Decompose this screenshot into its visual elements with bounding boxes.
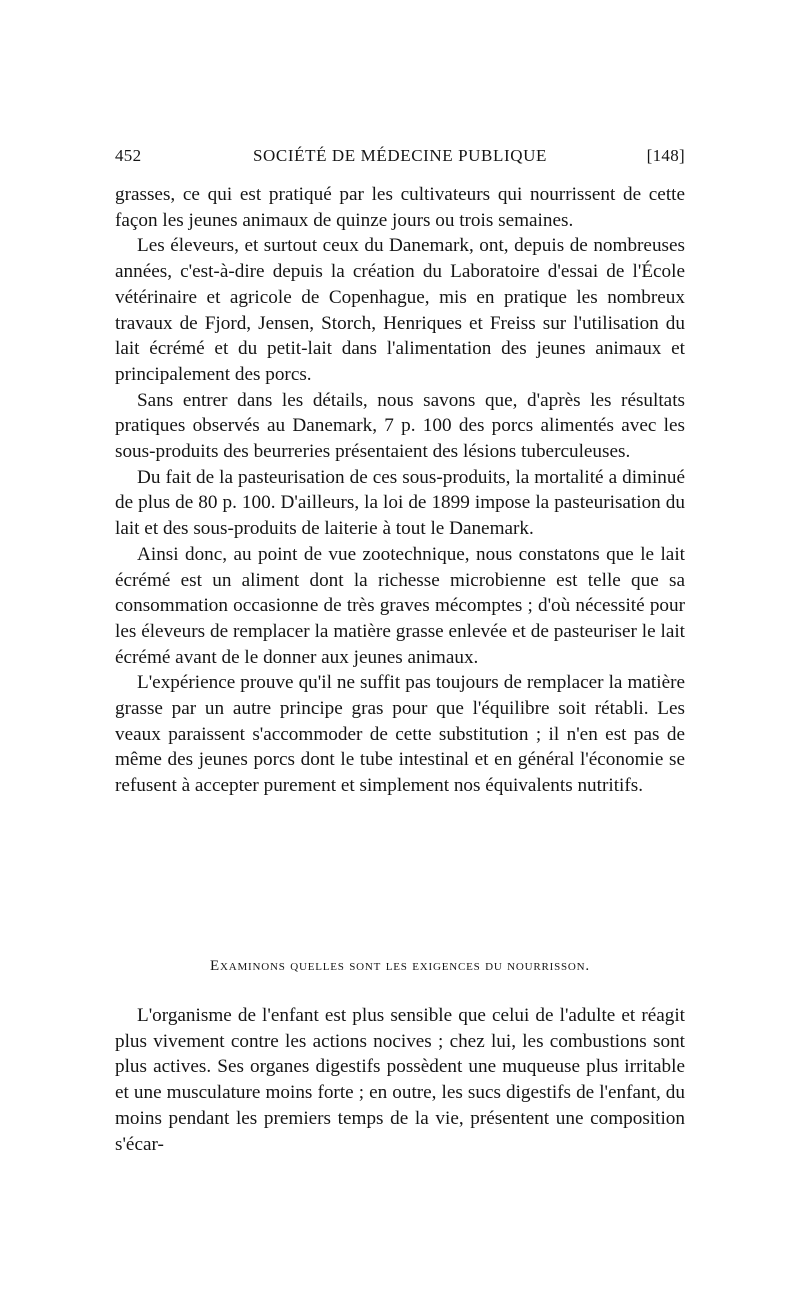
paragraph-continuation: grasses, ce qui est pratiqué par les cultivateurs qui nourrissent de cette façon les jeunes animaux de quinze jours ou trois semaines. <box>115 184 685 231</box>
book-page <box>115 0 685 1304</box>
paragraph-tuberculous-lesions: Sans entrer dans les détails, nous savons que, d'après les résultats pratiques observés au Danemark, 7 p. 100 des porcs alimentés avec les sous-produits des beurreries présentaient des lésions tuberculeuses. <box>115 389 685 463</box>
paragraph-experience: L'expérience prouve qu'il ne suffit pas toujours de remplacer la matière grasse par un autre principe gras pour que l'équilibre soit rétabli. Les veaux paraissent s'accommoder de cette substitution ; il n'en est pas de même des jeunes porcs dont le tube intestinal et en général l'économie se refusent à accepter purement et simplement nos équivalents nutritifs. <box>115 672 685 797</box>
main-text <box>115 182 685 799</box>
running-title: SOCIÉTÉ DE MÉDECINE PUBLIQUE <box>253 146 547 165</box>
page-number: 452 <box>115 146 142 165</box>
running-head <box>115 146 685 170</box>
main-text-continued <box>115 1003 685 1157</box>
section-heading: Examinons quelles sont les exigences du nourrisson. <box>210 958 590 974</box>
paragraph-zootechnical: Ainsi donc, au point de vue zootechnique, nous constatons que le lait écrémé est un aliment dont la richesse microbienne est telle que sa consommation occasionne de très graves mécomptes ; d'où nécessité pour les éleveurs de remplacer la matière grasse enlevée et de pasteuriser le lait écrémé avant de le donner aux jeunes animaux. <box>115 543 685 668</box>
paragraph-infant-organism: L'organisme de l'enfant est plus sensible que celui de l'adulte et réagit plus vivement contre les actions nocives ; chez lui, les combustions sont plus actives. Ses organes digestifs possèdent une muqueuse plus irritable et une musculature moins forte ; en outre, les sucs digestifs de l'enfant, du moins pendant les premiers temps de la vie, présentent une composition s'écar- <box>115 1005 685 1155</box>
paragraph-denmark-breeders: Les éleveurs, et surtout ceux du Danemark, ont, depuis de nombreuses années, c'est-à-dire depuis la création du Laboratoire d'essai de l'École vétérinaire et agricole de Copenhague, mis en pratique les nombreux travaux de Fjord, Jensen, Storch, Henriques et Freiss sur l'utilisation du lait écrémé et du petit-lait dans l'alimentation des jeunes animaux et principalement des porcs. <box>115 235 685 385</box>
page-reference: [148] <box>646 146 685 165</box>
paragraph-pasteurisation: Du fait de la pasteurisation de ces sous-produits, la mortalité a diminué de plus de 80 p. 100. D'ailleurs, la loi de 1899 impose la pasteurisation du lait et des sous-produits de laiterie à tout le Danemark. <box>115 466 685 540</box>
